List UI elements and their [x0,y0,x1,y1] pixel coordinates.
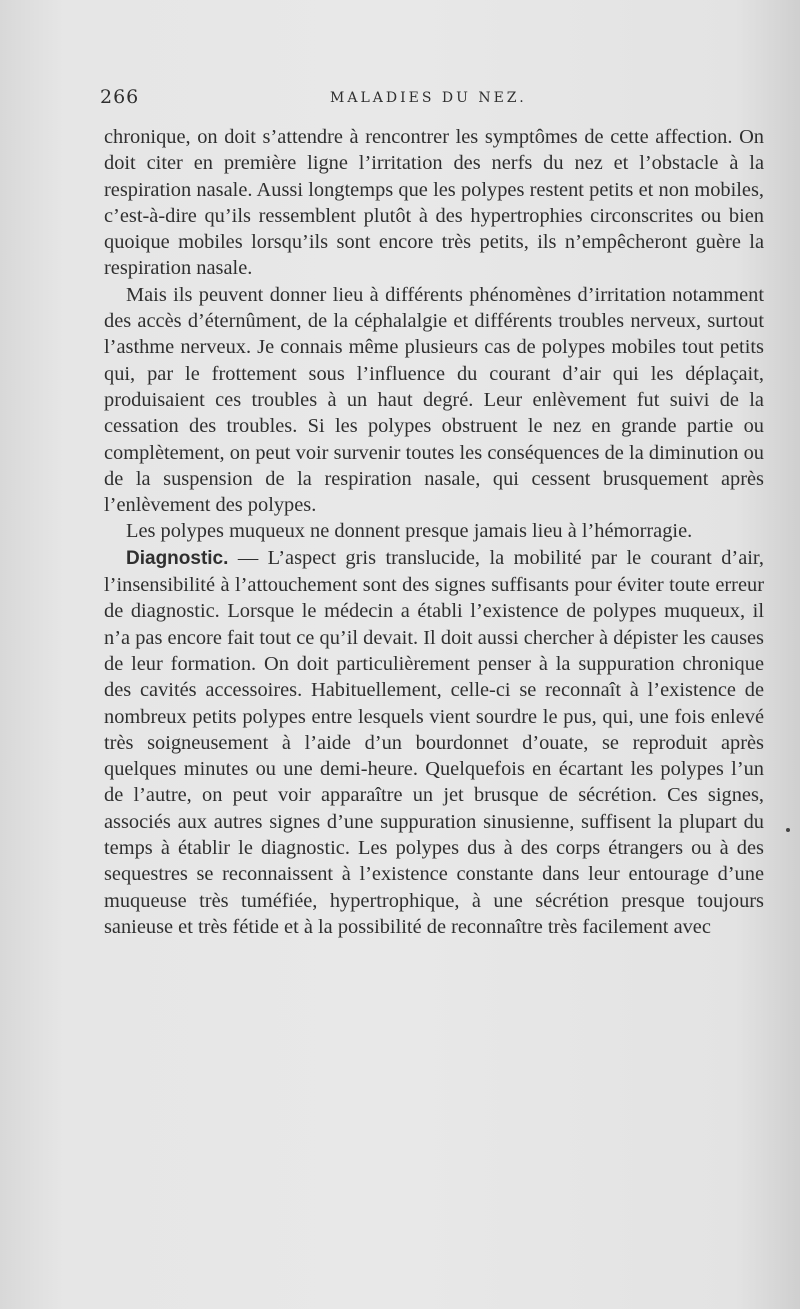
running-title: MALADIES DU NEZ. [330,90,527,106]
body-text [104,124,764,940]
page-header [100,86,760,116]
paragraph-diagnostic [104,545,764,940]
page-number: 266 [100,86,140,108]
paragraph-hemorrhage: Les polypes muqueux ne donnent presque jamais lieu à l’hémorragie. [126,520,693,543]
paragraph-continuation: chronique, on doit s’attendre à rencontrer les symptômes de cette affection. On doit citer en première ligne l’irritation des nerfs du nez et l’obstacle à la respiration nasale. Aussi longtemps que les polypes restent petits et non mobiles, c’est-à-dire qu’ils ressemblent plutôt à des hypertrophies circonscrites ou bien quoique mobiles lorsqu’ils sont encore très petits, ils n’empêcheront guère la respiration nasale. [104,126,764,280]
margin-speck [786,828,790,832]
section-heading-diagnostic: Diagnostic. [126,547,229,569]
paragraph-irritation: Mais ils peuvent donner lieu à différents phénomènes d’irritation notamment des accès d’éternûment, de la céphalalgie et différents troubles nerveux, surtout l’asthme nerveux. Je connais même plusieurs cas de polypes mobiles tout petits qui, par le frottement sous l’influence du courant d’air qui les déplaçait, produisaient ces troubles à un haut degré. Leur enlèvement fut suivi de la cessation des troubles. Si les polypes obstruent le nez en grande partie ou complètement, on peut voir survenir toutes les conséquences de la diminution ou de la suspension de la respiration nasale, qui cessent brusquement après l’enlèvement des polypes. [104,283,764,517]
diagnostic-text: — L’aspect gris translucide, la mobilité par le courant d’air, l’insensibilité à l’attouchement sont des signes suffisants pour éviter toute erreur de diagnostic. Lorsque le médecin a établi l’existence de polypes muqueux, il n’a pas encore fait tout ce qu’il devait. Il doit aussi chercher à dépister les causes de leur formation. On doit particulièrement penser à la suppuration chronique des cavités accessoires. Habituellement, celle-ci se reconnaît à l’existence de nombreux petits polypes entre lesquels vient sourdre le pus, qui, une fois enlevé très soigneusement à l’aide d’un bourdonnet d’ouate, se reproduit après quelques minutes ou une demi-heure. Quelquefois en écartant les polypes l’un de l’autre, on peut voir apparaître un jet brusque de sécrétion. Ces signes, associés aux autres signes d’une suppuration sinusienne, suffisent la plupart du temps à établir le diagnostic. Les polypes dus à des corps étrangers ou à des sequestres se reconnaissent à l’existence constante dans leur entourage d’une muqueuse très tuméfiée, hypertrophique, à une sécrétion presque toujours sanieuse et très fétide et à la possibilité de reconnaître très facilement avec [104,546,764,938]
